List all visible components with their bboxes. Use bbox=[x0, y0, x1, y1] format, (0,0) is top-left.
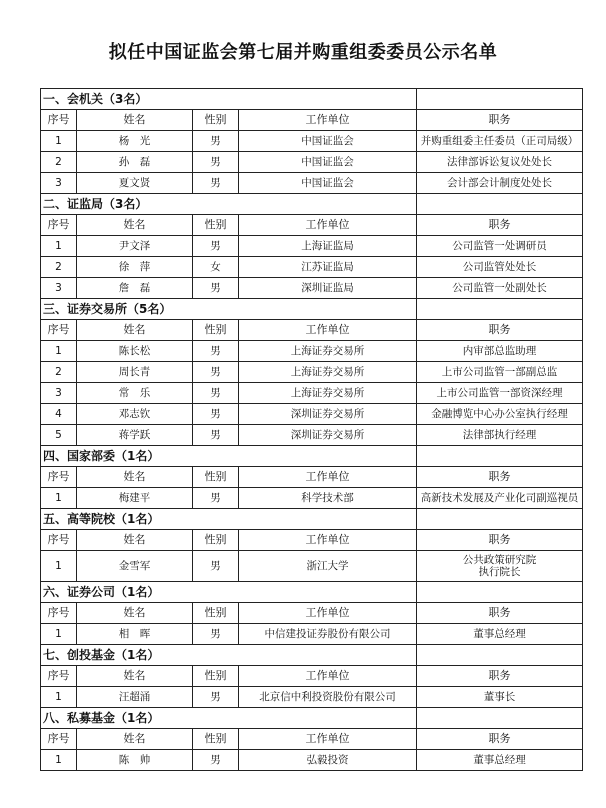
header-no: 序号 bbox=[41, 530, 77, 551]
cell-no: 2 bbox=[41, 362, 77, 383]
header-row bbox=[41, 110, 583, 131]
cell-gender: 男 bbox=[193, 750, 239, 771]
cell-position: 内审部总监助理 bbox=[417, 341, 583, 362]
header-unit: 工作单位 bbox=[239, 110, 417, 131]
header-no: 序号 bbox=[41, 110, 77, 131]
cell-gender: 男 bbox=[193, 425, 239, 446]
cell-name: 尹文泽 bbox=[77, 236, 193, 257]
cell-no: 5 bbox=[41, 425, 77, 446]
cell-name: 梅建平 bbox=[77, 488, 193, 509]
header-unit: 工作单位 bbox=[239, 729, 417, 750]
committee-table bbox=[40, 88, 583, 771]
cell-gender: 男 bbox=[193, 236, 239, 257]
header-position: 职务 bbox=[417, 603, 583, 624]
section-title: 三、证券交易所（5名） bbox=[41, 299, 417, 320]
position-line: 公共政策研究院 bbox=[462, 554, 537, 566]
cell-no: 1 bbox=[41, 624, 77, 645]
cell-no: 1 bbox=[41, 488, 77, 509]
cell-position: 金融博览中心办公室执行经理 bbox=[417, 404, 583, 425]
cell-name: 詹 磊 bbox=[77, 278, 193, 299]
cell-name: 邓志钦 bbox=[77, 404, 193, 425]
section-blank-cell bbox=[417, 89, 583, 110]
section-row bbox=[41, 708, 583, 729]
cell-unit: 中国证监会 bbox=[239, 131, 417, 152]
header-position: 职务 bbox=[417, 467, 583, 488]
header-position: 职务 bbox=[417, 530, 583, 551]
section-row bbox=[41, 645, 583, 666]
section-blank-cell bbox=[417, 582, 583, 603]
header-unit: 工作单位 bbox=[239, 666, 417, 687]
header-row bbox=[41, 467, 583, 488]
table-row bbox=[41, 687, 583, 708]
cell-unit: 上海证券交易所 bbox=[239, 383, 417, 404]
cell-no: 2 bbox=[41, 152, 77, 173]
cell-name: 杨 光 bbox=[77, 131, 193, 152]
header-row bbox=[41, 666, 583, 687]
table-row bbox=[41, 488, 583, 509]
cell-position: 法律部诉讼复议处处长 bbox=[417, 152, 583, 173]
cell-position bbox=[417, 551, 583, 582]
header-gender: 性别 bbox=[193, 603, 239, 624]
cell-gender: 男 bbox=[193, 341, 239, 362]
cell-name: 汪超涌 bbox=[77, 687, 193, 708]
cell-gender: 男 bbox=[193, 278, 239, 299]
cell-unit: 中国证监会 bbox=[239, 152, 417, 173]
section-blank-cell bbox=[417, 509, 583, 530]
header-gender: 性别 bbox=[193, 729, 239, 750]
header-position: 职务 bbox=[417, 110, 583, 131]
cell-name: 孙 磊 bbox=[77, 152, 193, 173]
header-row bbox=[41, 729, 583, 750]
table-row bbox=[41, 131, 583, 152]
section-title: 六、证券公司（1名） bbox=[41, 582, 417, 603]
cell-gender: 男 bbox=[193, 362, 239, 383]
cell-name: 陈长松 bbox=[77, 341, 193, 362]
header-row bbox=[41, 320, 583, 341]
header-gender: 性别 bbox=[193, 110, 239, 131]
cell-gender: 女 bbox=[193, 257, 239, 278]
header-gender: 性别 bbox=[193, 666, 239, 687]
header-unit: 工作单位 bbox=[239, 467, 417, 488]
table-row bbox=[41, 404, 583, 425]
cell-gender: 男 bbox=[193, 551, 239, 582]
cell-name: 徐 萍 bbox=[77, 257, 193, 278]
header-gender: 性别 bbox=[193, 530, 239, 551]
cell-position: 公司监管一处调研员 bbox=[417, 236, 583, 257]
section-blank-cell bbox=[417, 194, 583, 215]
cell-no: 1 bbox=[41, 551, 77, 582]
header-no: 序号 bbox=[41, 666, 77, 687]
cell-unit: 上海证监局 bbox=[239, 236, 417, 257]
cell-position: 高新技术发展及产业化司副巡视员 bbox=[417, 488, 583, 509]
cell-no: 1 bbox=[41, 236, 77, 257]
cell-unit: 中国证监会 bbox=[239, 173, 417, 194]
cell-position: 会计部会计制度处处长 bbox=[417, 173, 583, 194]
header-row bbox=[41, 215, 583, 236]
table-row bbox=[41, 257, 583, 278]
header-position: 职务 bbox=[417, 215, 583, 236]
cell-unit: 浙江大学 bbox=[239, 551, 417, 582]
cell-no: 1 bbox=[41, 341, 77, 362]
cell-position: 并购重组委主任委员（正司局级） bbox=[417, 131, 583, 152]
cell-unit: 深圳证券交易所 bbox=[239, 425, 417, 446]
header-name: 姓名 bbox=[77, 110, 193, 131]
table-row bbox=[41, 425, 583, 446]
cell-name: 相 晖 bbox=[77, 624, 193, 645]
section-blank-cell bbox=[417, 708, 583, 729]
section-row bbox=[41, 194, 583, 215]
header-position: 职务 bbox=[417, 320, 583, 341]
cell-gender: 男 bbox=[193, 624, 239, 645]
cell-gender: 男 bbox=[193, 404, 239, 425]
cell-position: 董事长 bbox=[417, 687, 583, 708]
header-gender: 性别 bbox=[193, 320, 239, 341]
header-name: 姓名 bbox=[77, 215, 193, 236]
cell-gender: 男 bbox=[193, 383, 239, 404]
cell-unit: 上海证券交易所 bbox=[239, 362, 417, 383]
header-name: 姓名 bbox=[77, 320, 193, 341]
cell-no: 1 bbox=[41, 687, 77, 708]
section-title: 五、高等院校（1名） bbox=[41, 509, 417, 530]
cell-no: 2 bbox=[41, 257, 77, 278]
cell-unit: 北京信中利投资股份有限公司 bbox=[239, 687, 417, 708]
table-row bbox=[41, 152, 583, 173]
cell-name: 夏文贤 bbox=[77, 173, 193, 194]
cell-gender: 男 bbox=[193, 152, 239, 173]
cell-position: 上市公司监管一部副总监 bbox=[417, 362, 583, 383]
cell-gender: 男 bbox=[193, 173, 239, 194]
cell-no: 3 bbox=[41, 278, 77, 299]
section-title: 一、会机关（3名） bbox=[41, 89, 417, 110]
cell-name: 陈 帅 bbox=[77, 750, 193, 771]
section-title: 八、私募基金（1名） bbox=[41, 708, 417, 729]
section-row bbox=[41, 582, 583, 603]
table-row bbox=[41, 383, 583, 404]
cell-name: 周长青 bbox=[77, 362, 193, 383]
cell-gender: 男 bbox=[193, 687, 239, 708]
cell-gender: 男 bbox=[193, 131, 239, 152]
table-row bbox=[41, 750, 583, 771]
section-title: 二、证监局（3名） bbox=[41, 194, 417, 215]
cell-no: 3 bbox=[41, 383, 77, 404]
cell-no: 4 bbox=[41, 404, 77, 425]
cell-position: 董事总经理 bbox=[417, 624, 583, 645]
cell-unit: 弘毅投资 bbox=[239, 750, 417, 771]
section-blank-cell bbox=[417, 299, 583, 320]
header-unit: 工作单位 bbox=[239, 320, 417, 341]
section-title: 七、创投基金（1名） bbox=[41, 645, 417, 666]
cell-position: 董事总经理 bbox=[417, 750, 583, 771]
header-name: 姓名 bbox=[77, 467, 193, 488]
header-position: 职务 bbox=[417, 666, 583, 687]
page-title: 拟任中国证监会第七届并购重组委委员公示名单 bbox=[108, 42, 498, 63]
header-no: 序号 bbox=[41, 729, 77, 750]
cell-unit: 科学技术部 bbox=[239, 488, 417, 509]
cell-name: 金雪军 bbox=[77, 551, 193, 582]
header-name: 姓名 bbox=[77, 666, 193, 687]
cell-position: 法律部执行经理 bbox=[417, 425, 583, 446]
cell-unit: 中信建投证券股份有限公司 bbox=[239, 624, 417, 645]
cell-name: 蒋学跃 bbox=[77, 425, 193, 446]
header-gender: 性别 bbox=[193, 215, 239, 236]
cell-position: 上市公司监管一部资深经理 bbox=[417, 383, 583, 404]
cell-no: 3 bbox=[41, 173, 77, 194]
cell-no: 1 bbox=[41, 750, 77, 771]
section-blank-cell bbox=[417, 446, 583, 467]
section-row bbox=[41, 446, 583, 467]
header-position: 职务 bbox=[417, 729, 583, 750]
table-row bbox=[41, 341, 583, 362]
cell-no: 1 bbox=[41, 131, 77, 152]
cell-unit: 深圳证券交易所 bbox=[239, 404, 417, 425]
header-unit: 工作单位 bbox=[239, 530, 417, 551]
cell-unit: 上海证券交易所 bbox=[239, 341, 417, 362]
header-no: 序号 bbox=[41, 320, 77, 341]
header-row bbox=[41, 603, 583, 624]
table-row bbox=[41, 236, 583, 257]
cell-unit: 深圳证监局 bbox=[239, 278, 417, 299]
position-line: 执行院长 bbox=[478, 566, 521, 578]
section-blank-cell bbox=[417, 645, 583, 666]
table-row bbox=[41, 278, 583, 299]
cell-name: 常 乐 bbox=[77, 383, 193, 404]
table-row bbox=[41, 362, 583, 383]
header-name: 姓名 bbox=[77, 530, 193, 551]
cell-position: 公司监管一处副处长 bbox=[417, 278, 583, 299]
section-row bbox=[41, 509, 583, 530]
header-name: 姓名 bbox=[77, 603, 193, 624]
header-no: 序号 bbox=[41, 603, 77, 624]
table-row bbox=[41, 551, 583, 582]
section-row bbox=[41, 89, 583, 110]
header-row bbox=[41, 530, 583, 551]
table-row bbox=[41, 173, 583, 194]
header-name: 姓名 bbox=[77, 729, 193, 750]
header-gender: 性别 bbox=[193, 467, 239, 488]
header-no: 序号 bbox=[41, 467, 77, 488]
header-unit: 工作单位 bbox=[239, 215, 417, 236]
header-unit: 工作单位 bbox=[239, 603, 417, 624]
header-no: 序号 bbox=[41, 215, 77, 236]
cell-gender: 男 bbox=[193, 488, 239, 509]
section-title: 四、国家部委（1名） bbox=[41, 446, 417, 467]
section-row bbox=[41, 299, 583, 320]
cell-position: 公司监管处处长 bbox=[417, 257, 583, 278]
cell-unit: 江苏证监局 bbox=[239, 257, 417, 278]
table-row bbox=[41, 624, 583, 645]
